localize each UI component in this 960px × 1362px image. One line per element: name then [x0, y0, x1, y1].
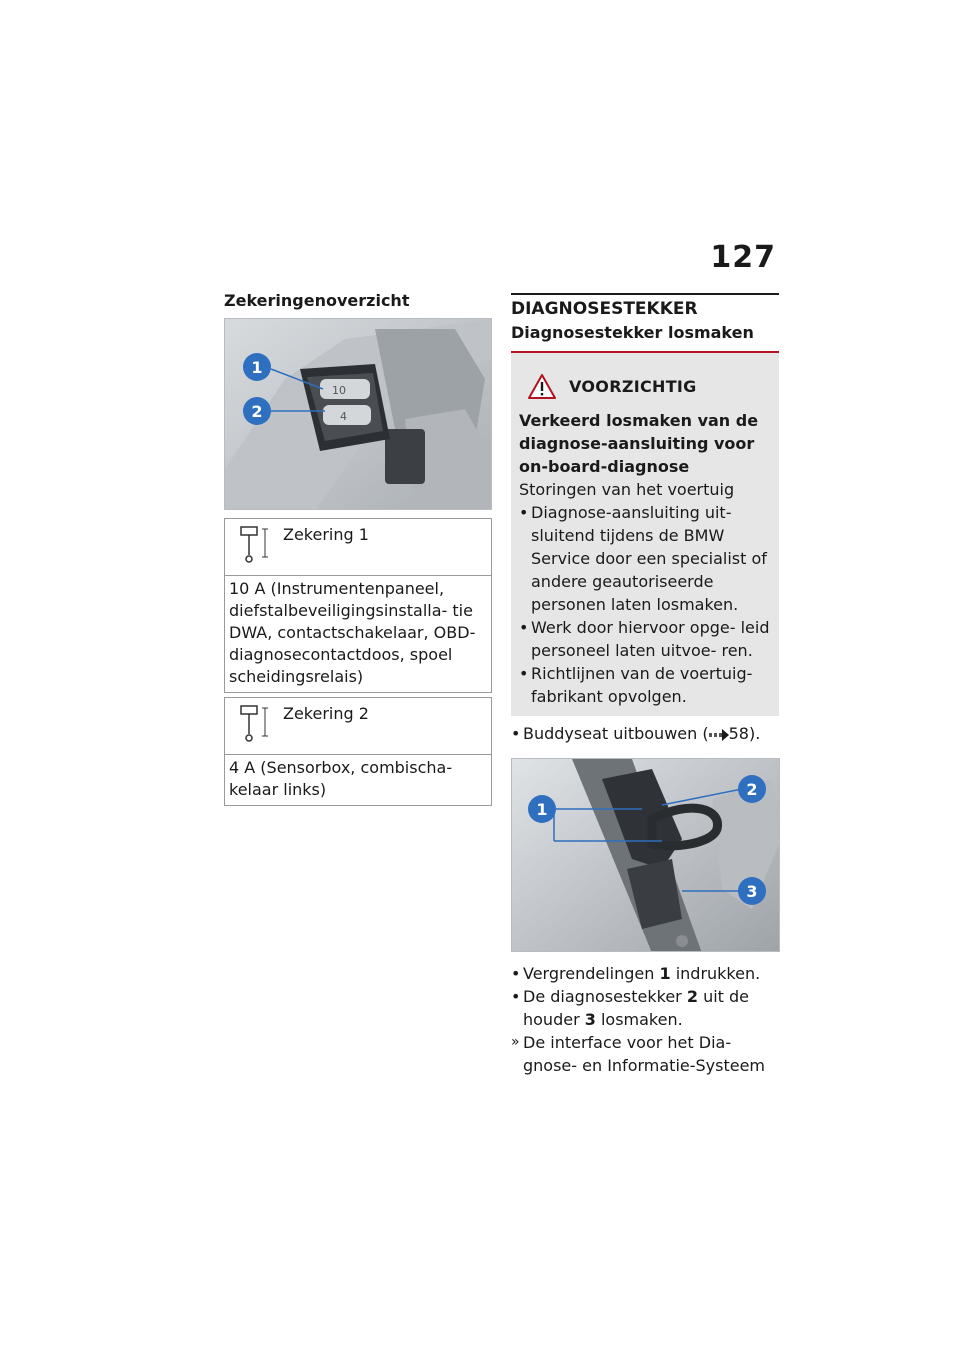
action-step: • Buddyseat uitbouwen ( 58).	[511, 724, 761, 743]
fuse-2-label: 4	[340, 410, 347, 423]
fuse-overview-section	[224, 291, 492, 806]
action-close: ).	[748, 724, 761, 743]
warning-title-line: on-board-diagnose	[519, 457, 690, 476]
warning-title-line: Verkeerd losmaken van de	[519, 411, 759, 430]
action-text: Buddyseat uitbouwen (	[523, 724, 709, 743]
page-number: 127	[710, 240, 776, 275]
fuse-1-label: 10	[332, 384, 346, 397]
callout-1: 1	[536, 800, 548, 819]
diagnostic-connector-photo	[511, 758, 780, 952]
section-heading: Zekeringenoverzicht	[224, 291, 410, 310]
fuse-description: 4 A (Sensorbox, combischa- kelaar links)	[229, 758, 453, 799]
callout-2: 2	[746, 780, 758, 799]
list-item: • Diagnose-aansluiting uit- sluitend tijdens de BMW Service door een specialist of andere geautoriseerde personen laten losmaken.	[519, 501, 771, 616]
warning-label: VOORZICHTIG	[569, 376, 697, 396]
fuse-icon	[237, 702, 271, 746]
diagnostic-section	[511, 293, 779, 1077]
fuse-description: 10 A (Instrumentenpaneel, diefstalbeveiligingsinstalla- tie DWA, contactschakelaar, OBD-diagnosecontactdoos, spoel scheidingsrelais)	[229, 579, 476, 686]
list-item: • Richtlijnen van de voertuig- fabrikant opvolgen.	[519, 662, 771, 708]
fuse-title: Zekering 1	[283, 525, 369, 544]
result-item: » De interface voor het Dia- gnose- en Informatie-Systeem	[511, 1033, 766, 1075]
warning-text: Storingen van het voertuig	[519, 480, 735, 499]
list-item: • De diagnosestekker 2 uit de houder 3 losmaken.	[511, 987, 750, 1029]
fuse-box-illustration	[225, 319, 492, 510]
warning-title-line: diagnose-aansluiting voor	[519, 434, 755, 453]
fuse-icon	[237, 523, 271, 567]
fuse-1-entry	[224, 518, 492, 693]
callout-2: 2	[251, 402, 263, 421]
procedure-steps	[511, 962, 779, 1077]
warning-box	[511, 353, 779, 716]
diagnostic-connector-illustration	[512, 759, 780, 952]
list-item: • Vergrendelingen 1 indrukken.	[511, 964, 761, 983]
warning-bullets	[519, 501, 771, 708]
sub-title: Diagnosestekker losmaken	[511, 323, 754, 342]
fuse-box-photo	[224, 318, 492, 510]
callout-3: 3	[746, 882, 758, 901]
page-reference-arrow-icon	[709, 729, 729, 741]
chapter-title: DIAGNOSESTEKKER	[511, 299, 698, 319]
warning-triangle-icon	[527, 373, 557, 400]
page-reference[interactable]: 58	[728, 724, 749, 743]
callout-1: 1	[251, 358, 263, 377]
fuse-title: Zekering 2	[283, 704, 369, 723]
fuse-2-entry	[224, 697, 492, 806]
warning-title	[519, 409, 771, 478]
list-item: • Werk door hiervoor opge- leid personeel laten uitvoe- ren.	[519, 616, 771, 662]
